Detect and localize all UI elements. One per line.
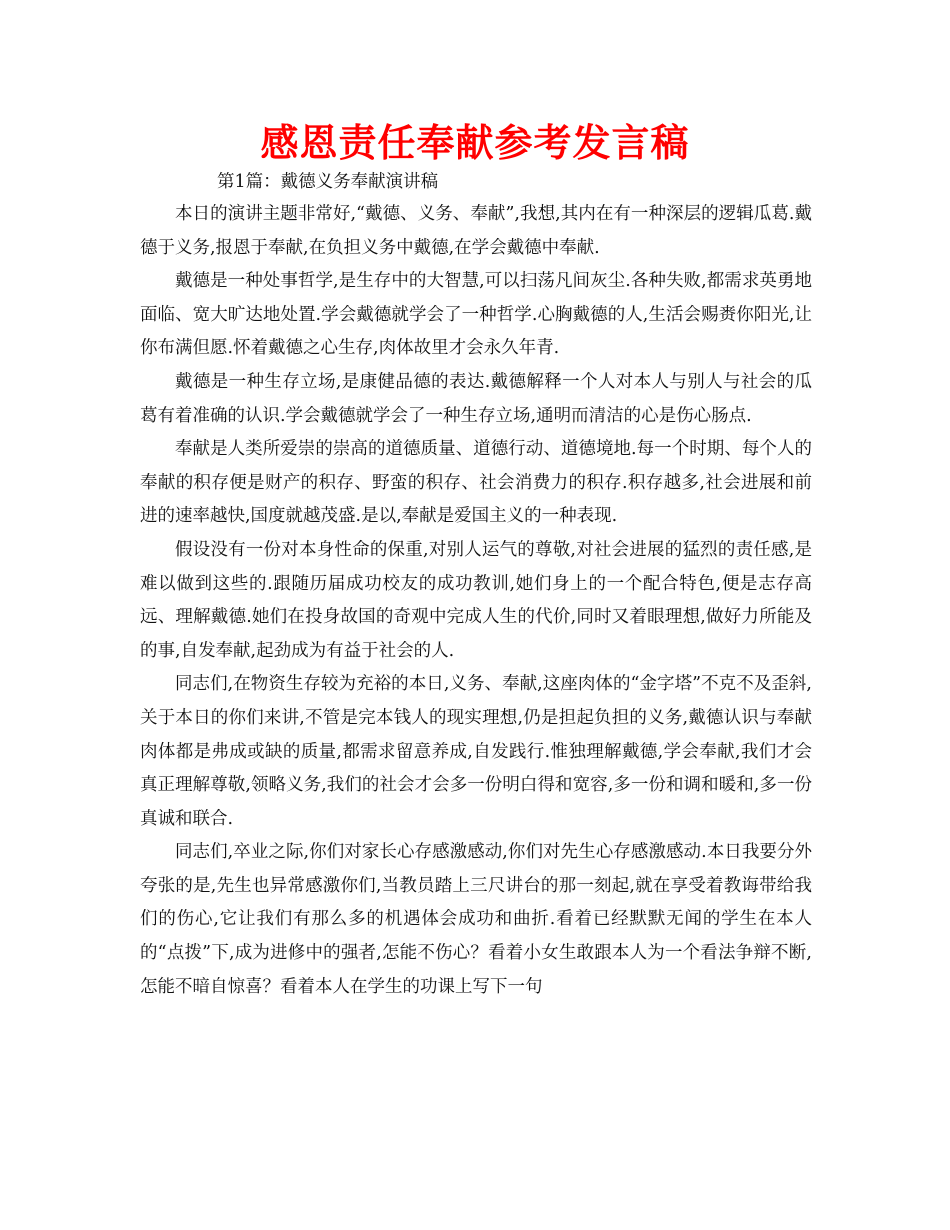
paragraph-1: 本日的演讲主题非常好,“戴德、义务、奉献”,我想,其内在有一种深层的逻辑瓜葛.戴德于义务,报恩于奉献,在负担义务中戴德,在学会戴德中奉献. (140, 204, 812, 258)
paragraph-5: 假设没有一份对本身性命的保重,对别人运气的尊敬,对社会进展的猛烈的责任感,是难以做到这些的.跟随历届成功校友的成功教训,她们身上的一个配合特色,便是志存高远、理解戴德.她们在投身故国的奇观中完成人生的代价,同时又着眼理想,做好力所能及的事,自发奉献,起劲成为有益于社会的人. (140, 539, 812, 661)
document-title: 感恩责任奉献参考发言稿 (260, 121, 690, 165)
section-subtitle: 第1篇：戴德义务奉献演讲稿 (217, 172, 439, 192)
paragraph-4: 奉献是人类所爱崇的崇高的道德质量、道德行动、道德境地.每一个时期、每个人的奉献的积存便是财产的积存、野蛮的积存、社会消费力的积存.积存越多,社会进展和前进的速率越快,国度就越茂盛.是以,奉献是爱国主义的一种表现. (140, 439, 812, 527)
paragraph-2: 戴德是一种处事哲学,是生存中的大智慧,可以扫荡凡间灰尘.各种失败,都需求英勇地面临、宽大旷达地处置.学会戴德就学会了一种哲学.心胸戴德的人,生活会赐赉你阳光,让你布满但愿.怀着戴德之心生存,肉体故里才会永久年青. (140, 271, 812, 359)
paragraph-7: 同志们,卒业之际,你们对家长心存感激感动,你们对先生心存感激感动.本日我要分外夸张的是,先生也异常感激你们,当教员踏上三尺讲台的那一刻起,就在享受着教诲带给我们的伤心,它让我们有那么多的机遇体会成功和曲折.看着已经默默无闻的学生在本人的“点拨”下,成为进修中的强者,怎能不伤心？看着小女生敢跟本人为一个看法争辩不断,怎能不暗自惊喜？看着本人在学生的功课上写下一句 (140, 842, 812, 997)
paragraph-3: 戴德是一种生存立场,是康健品德的表达.戴德解释一个人对本人与别人与社会的瓜葛有着准确的认识.学会戴德就学会了一种生存立场,通明而清洁的心是伤心肠点. (140, 371, 812, 426)
document-body (140, 198, 812, 1004)
paragraph-6: 同志们,在物资生存较为充裕的本日,义务、奉献,这座肉体的“金字塔”不克不及歪斜,关于本日的你们来讲,不管是完本钱人的现实理想,仍是担起负担的义务,戴德认识与奉献肉体都是弗成或缺的质量,都需求留意养成,自发践行.惟独理解戴德,学会奉献,我们才会真正理解尊敬,领略义务,我们的社会才会多一份明白得和宽容,多一份和调和暖和,多一份真诚和联合. (140, 674, 812, 829)
